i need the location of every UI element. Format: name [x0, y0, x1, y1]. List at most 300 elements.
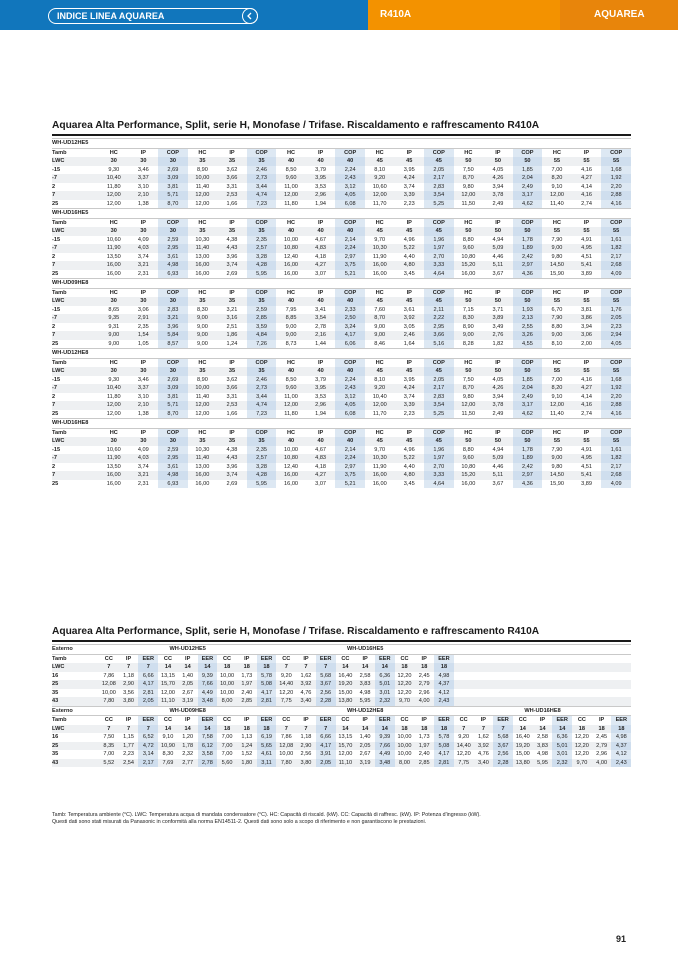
table-row — [52, 261, 631, 270]
value-cell: 4,40 — [403, 463, 415, 470]
header-cell: CC — [336, 716, 356, 725]
value-cell: 4,43 — [217, 454, 247, 463]
tamb-cell: 7 — [52, 401, 99, 410]
value-cell: 2,14 — [335, 446, 365, 455]
value-cell: 5,84 — [158, 331, 188, 340]
value-cell: 2,28 — [493, 759, 513, 768]
value-cell: 16,00 — [461, 270, 476, 277]
value-cell: 16,00 — [365, 261, 395, 270]
value-cell: 4,14 — [581, 183, 592, 190]
value-cell: 4,00 — [592, 759, 612, 768]
value-cell: 3,67 — [492, 480, 504, 487]
tamb-cell: 43 — [52, 759, 99, 768]
value-cell: 1,82 — [492, 340, 504, 347]
lwc-cell: 55 — [601, 297, 631, 306]
value-cell: 7,75 — [276, 697, 296, 706]
value-cell: 7,66 — [198, 680, 218, 689]
lwc-cell: 30 — [129, 437, 159, 446]
tamb-cell: 7 — [52, 471, 99, 480]
value-cell: 4,38 — [226, 446, 238, 453]
value-cell: 4,98 — [537, 751, 548, 757]
value-cell: 2,81 — [138, 689, 158, 698]
value-cell: 4,27 — [306, 261, 336, 270]
value-cell: 2,10 — [129, 401, 159, 410]
lwc-cell: 45 — [365, 297, 395, 306]
value-cell: 9,70 — [395, 697, 415, 706]
value-cell: 5,41 — [572, 471, 602, 480]
value-cell: 7,23 — [247, 200, 277, 209]
value-cell: 1,18 — [123, 672, 134, 679]
value-cell: 9,80 — [462, 393, 474, 400]
value-cell: 1,96 — [424, 446, 454, 455]
value-cell: 4,16 — [601, 200, 631, 209]
lwc-cell: 45 — [424, 297, 454, 306]
value-cell: 16,00 — [372, 270, 387, 277]
value-cell: 5,08 — [434, 742, 454, 751]
value-cell: 4,16 — [572, 401, 602, 410]
lwc-cell: 30 — [129, 157, 159, 166]
value-cell: 1,97 — [424, 454, 454, 463]
value-cell: 3,10 — [137, 393, 149, 400]
value-cell: 9,00 — [365, 331, 395, 340]
header-cell: IP — [306, 218, 336, 227]
value-cell: 8,50 — [285, 376, 297, 383]
value-cell: 3,53 — [315, 393, 327, 400]
value-cell: 6,93 — [158, 480, 188, 489]
header-cell: Tamb — [52, 358, 99, 367]
value-cell: 6,52 — [138, 733, 158, 742]
header-cell: IP — [483, 428, 513, 437]
value-cell: 19,20 — [336, 680, 356, 689]
header-cell: COP — [335, 148, 365, 157]
value-cell: 2,49 — [492, 410, 504, 417]
lwc-row — [52, 227, 631, 236]
value-cell: 2,90 — [296, 742, 316, 751]
header-cell: EER — [316, 654, 336, 663]
value-cell: 12,00 — [195, 410, 210, 417]
tamb-cell: -7 — [52, 244, 99, 253]
value-cell: 8,28 — [462, 340, 474, 347]
value-cell: 12,20 — [397, 689, 412, 696]
value-cell: 2,50 — [335, 314, 365, 323]
value-cell: 3,16 — [217, 314, 247, 323]
lwc-cell: 50 — [454, 157, 484, 166]
lwc-cell: 7 — [276, 725, 296, 734]
value-cell: 2,43 — [335, 384, 365, 393]
value-cell: 10,40 — [372, 393, 387, 400]
value-cell: 12,00 — [365, 191, 395, 200]
lwc-cell: 7 — [316, 663, 336, 672]
value-cell: 2,00 — [581, 340, 592, 347]
header-cell: CC — [336, 654, 356, 663]
model-row — [52, 279, 631, 289]
value-cell: 9,30 — [108, 376, 120, 383]
value-cell: 3,67 — [492, 270, 504, 277]
value-cell: 5,09 — [483, 244, 513, 253]
value-cell: 4,49 — [375, 750, 395, 759]
header-cell: IP — [217, 428, 247, 437]
table-row — [52, 174, 631, 183]
value-cell: 16,00 — [195, 480, 210, 487]
lwc-cell: 40 — [276, 157, 306, 166]
value-cell: 13,50 — [106, 253, 121, 260]
lwc-cell: 14 — [336, 725, 356, 734]
value-cell: 10,90 — [158, 742, 178, 751]
value-cell: 1,52 — [241, 751, 253, 757]
value-cell: 4,51 — [581, 253, 592, 260]
header-cell: HC — [99, 288, 129, 297]
value-cell: 3,96 — [226, 463, 238, 470]
header-cell: COP — [513, 148, 543, 157]
header-cell: IP — [237, 716, 257, 725]
value-cell: 7,95 — [285, 306, 297, 313]
value-cell: 4,27 — [306, 471, 336, 480]
lwc-cell: 35 — [217, 437, 247, 446]
value-cell: 3,17 — [513, 401, 543, 410]
header-cell: EER — [552, 716, 572, 725]
header-cell: COP — [158, 218, 188, 227]
value-cell: 3,66 — [217, 384, 247, 393]
value-cell: 2,32 — [182, 751, 194, 757]
value-cell: 1,68 — [601, 166, 631, 175]
value-cell: 10,00 — [220, 672, 235, 679]
value-cell: 3,96 — [226, 253, 238, 260]
header-cell: IP — [572, 358, 602, 367]
lwc-cell: LWC — [52, 663, 99, 672]
value-cell: 7,00 — [551, 166, 563, 173]
value-cell: 3,21 — [226, 306, 238, 313]
lwc-cell: 18 — [257, 663, 277, 672]
value-cell: 9,00 — [108, 340, 120, 347]
header-cell: HC — [542, 428, 572, 437]
header-row — [52, 218, 631, 227]
value-cell: 5,25 — [424, 200, 454, 209]
lwc-cell: 14 — [355, 663, 375, 672]
value-cell: 6,66 — [138, 672, 158, 681]
header-cell: HC — [276, 218, 306, 227]
value-cell: 16,00 — [195, 270, 210, 277]
lwc-cell: 40 — [335, 437, 365, 446]
value-cell: 3,79 — [315, 166, 327, 173]
value-cell: 2,58 — [359, 672, 371, 679]
value-cell: 4,62 — [513, 200, 543, 209]
value-cell: 1,89 — [513, 244, 543, 253]
header-cell: IP — [483, 358, 513, 367]
value-cell: 3,74 — [217, 471, 247, 480]
value-cell: 4,09 — [137, 446, 149, 453]
model-name: WH-UD16HE5 — [52, 209, 631, 219]
value-cell: 9,70 — [374, 446, 386, 453]
tamb-cell: -15 — [52, 376, 61, 383]
lwc-cell: 30 — [158, 367, 188, 376]
header-cell: COP — [513, 358, 543, 367]
value-cell: 12,00 — [106, 200, 121, 207]
value-cell: 11,00 — [284, 393, 298, 400]
lwc-cell: 35 — [217, 297, 247, 306]
value-cell: 3,37 — [129, 174, 159, 183]
value-cell: 1,40 — [182, 672, 194, 679]
value-cell: 9,00 — [542, 454, 572, 463]
value-cell: 16,00 — [461, 480, 476, 487]
value-cell: 8,00 — [395, 759, 415, 768]
value-cell: 7,69 — [158, 759, 178, 768]
value-cell: 2,04 — [513, 174, 543, 183]
table-row — [52, 742, 631, 751]
header-cell: HC — [99, 218, 129, 227]
value-cell: 5,95 — [355, 697, 375, 706]
header-cell: COP — [247, 358, 277, 367]
chevron-left-icon — [242, 8, 258, 24]
value-cell: 2,77 — [178, 759, 198, 768]
lwc-cell: 45 — [394, 297, 424, 306]
value-cell: 6,19 — [257, 733, 277, 742]
value-cell: 1,77 — [119, 742, 139, 751]
value-cell: 4,91 — [581, 236, 592, 243]
lwc-cell: 35 — [247, 157, 277, 166]
value-cell: 12,00 — [454, 191, 484, 200]
value-cell: 4,12 — [434, 689, 454, 698]
lwc-cell: 45 — [394, 157, 424, 166]
value-cell: 11,90 — [99, 454, 129, 463]
value-cell: 1,24 — [237, 742, 257, 751]
lwc-cell: 45 — [394, 227, 424, 236]
value-cell: 10,30 — [365, 454, 395, 463]
value-cell: 7,66 — [375, 742, 395, 751]
lwc-row — [52, 297, 631, 306]
header-cell: HC — [99, 148, 129, 157]
value-cell: 15,20 — [454, 261, 484, 270]
value-cell: 12,00 — [454, 401, 484, 410]
tamb-cell: -7 — [52, 174, 99, 183]
table-row — [52, 331, 631, 340]
value-cell: 5,71 — [158, 401, 188, 410]
value-cell: 13,80 — [336, 697, 356, 706]
header-cell: IP — [474, 716, 494, 725]
value-cell: 1,66 — [226, 200, 238, 207]
header-cell: IP — [129, 358, 159, 367]
value-cell: 14,50 — [542, 471, 572, 480]
value-cell: 4,98 — [434, 672, 454, 681]
value-cell: 2,17 — [601, 463, 631, 472]
value-cell: 1,92 — [601, 384, 631, 393]
value-cell: 11,80 — [106, 183, 121, 190]
value-cell: 2,78 — [315, 323, 327, 330]
value-cell: 3,28 — [247, 253, 277, 262]
lwc-cell: 30 — [129, 367, 159, 376]
value-cell: 4,16 — [601, 410, 631, 419]
value-cell: 4,05 — [492, 166, 504, 173]
value-cell: 4,95 — [572, 454, 602, 463]
lwc-cell: 55 — [572, 437, 602, 446]
lwc-cell: 18 — [395, 725, 415, 734]
lwc-cell: 50 — [454, 227, 484, 236]
value-cell: 4,96 — [403, 236, 415, 243]
lwc-cell: 14 — [355, 725, 375, 734]
value-cell: 12,40 — [284, 463, 299, 470]
header-cell: IP — [355, 654, 375, 663]
value-cell: 4,28 — [247, 471, 277, 480]
header-cell: COP — [424, 218, 454, 227]
value-cell: 4,18 — [315, 253, 327, 260]
value-cell: 2,20 — [601, 183, 631, 192]
value-cell: 3,21 — [129, 471, 159, 480]
value-cell: 12,20 — [574, 734, 589, 740]
value-cell: 5,60 — [217, 759, 237, 768]
value-cell: 2,43 — [434, 697, 454, 706]
value-cell: 11,40 — [188, 244, 218, 253]
lwc-cell: 50 — [483, 367, 513, 376]
value-cell: 2,13 — [513, 314, 543, 323]
header-cell: CC — [158, 716, 178, 725]
value-cell: 8,30 — [196, 306, 208, 313]
value-cell: 9,20 — [365, 174, 395, 183]
value-cell: 2,69 — [226, 480, 238, 487]
value-cell: 15,70 — [336, 742, 356, 751]
model-name: WH-UD12HE5 — [52, 139, 631, 149]
value-cell: 8,80 — [551, 323, 563, 330]
header-row — [52, 288, 631, 297]
value-cell: 1,13 — [241, 734, 253, 740]
value-cell: 4,16 — [581, 166, 592, 173]
value-cell: 8,70 — [454, 384, 484, 393]
value-cell: 2,17 — [424, 174, 454, 183]
header-cell: COP — [601, 288, 631, 297]
value-cell: 5,25 — [424, 410, 454, 419]
value-cell: 3,86 — [572, 314, 602, 323]
value-cell: 3,05 — [403, 323, 415, 330]
value-cell: 3,59 — [247, 323, 277, 332]
lwc-cell: 14 — [552, 725, 572, 734]
lwc-cell: 35 — [247, 227, 277, 236]
value-cell: 10,30 — [195, 236, 210, 243]
lwc-cell: 30 — [99, 157, 129, 166]
value-cell: 3,24 — [335, 323, 365, 332]
lwc-cell: LWC — [52, 367, 99, 376]
value-cell: 10,00 — [188, 384, 218, 393]
tamb-cell: 16 — [52, 734, 59, 740]
tamb-cell: -7 — [52, 314, 99, 323]
lwc-cell: 18 — [257, 725, 277, 734]
value-cell: 6,08 — [335, 200, 365, 209]
value-cell: 3,74 — [217, 261, 247, 270]
index-link-button[interactable] — [48, 8, 258, 24]
lwc-cell: 40 — [335, 227, 365, 236]
tamb-cell: 25 — [52, 410, 59, 417]
table-row — [52, 270, 631, 279]
tamb-cell: 25 — [52, 742, 99, 751]
lwc-cell: 18 — [395, 663, 415, 672]
value-cell: 7,60 — [374, 306, 386, 313]
header-cell: HC — [188, 428, 218, 437]
value-cell: 4,27 — [572, 384, 602, 393]
lwc-cell: 35 — [188, 437, 218, 446]
header-row — [52, 428, 631, 437]
value-cell: 8,73 — [285, 340, 297, 347]
value-cell: 3,44 — [247, 183, 277, 192]
value-cell: 12,00 — [276, 401, 306, 410]
value-cell: 1,15 — [123, 734, 134, 740]
lwc-row — [52, 367, 631, 376]
value-cell: 12,00 — [542, 401, 572, 410]
value-cell: 4,09 — [137, 236, 149, 243]
value-cell: 1,68 — [601, 376, 631, 385]
lwc-cell: 55 — [542, 297, 572, 306]
value-cell: 2,59 — [158, 236, 188, 245]
header-cell: HC — [365, 428, 395, 437]
value-cell: 1,24 — [226, 340, 238, 347]
value-cell: 5,78 — [434, 733, 454, 742]
value-cell: 1,97 — [414, 742, 434, 751]
value-cell: 3,92 — [394, 314, 424, 323]
value-cell: 2,16 — [306, 331, 336, 340]
value-cell: 14,40 — [454, 742, 474, 751]
lwc-cell: 30 — [99, 297, 129, 306]
value-cell: 9,39 — [198, 672, 218, 681]
value-cell: 3,94 — [581, 323, 592, 330]
value-cell: 9,00 — [99, 331, 129, 340]
value-cell: 3,94 — [492, 393, 504, 400]
header-cell: EER — [375, 716, 395, 725]
table-row — [52, 306, 631, 315]
value-cell: 2,90 — [119, 680, 139, 689]
header-cell: HC — [365, 148, 395, 157]
tamb-cell: 25 — [52, 200, 59, 207]
value-cell: 4,61 — [257, 750, 277, 759]
header-row — [52, 716, 631, 725]
header-cell: IP — [572, 148, 602, 157]
value-cell: 2,17 — [138, 759, 158, 768]
header-cell: COP — [513, 428, 543, 437]
header-cell: IP — [355, 716, 375, 725]
value-cell: 4,16 — [572, 191, 602, 200]
model-name: WH-UD16HE5 — [276, 645, 453, 655]
header-cell: IP — [394, 218, 424, 227]
lwc-cell: 40 — [335, 367, 365, 376]
lwc-cell: 50 — [483, 157, 513, 166]
value-cell: 1,73 — [418, 734, 430, 740]
value-cell: 4,84 — [247, 331, 277, 340]
value-cell: 10,40 — [99, 174, 129, 183]
value-cell: 2,28 — [316, 697, 336, 706]
tamb-cell: 16 — [52, 672, 59, 679]
value-cell: 2,96 — [306, 191, 336, 200]
value-cell: 11,40 — [195, 393, 210, 400]
lwc-cell: 18 — [237, 725, 257, 734]
value-cell: 9,10 — [551, 393, 563, 400]
value-cell: 11,90 — [372, 463, 387, 470]
tamb-cell: 25 — [52, 480, 59, 487]
value-cell: 5,09 — [483, 454, 513, 463]
value-cell: 3,49 — [492, 323, 504, 330]
value-cell: 4,00 — [414, 697, 434, 706]
value-cell: 2,53 — [217, 191, 247, 200]
table-row — [52, 200, 631, 209]
value-cell: 2,23 — [601, 323, 631, 332]
value-cell: 2,95 — [158, 454, 188, 463]
header-cell: HC — [188, 148, 218, 157]
header-cell: IP — [394, 288, 424, 297]
header-cell: HC — [276, 428, 306, 437]
header-cell: EER — [138, 716, 158, 725]
value-cell: 2,04 — [513, 384, 543, 393]
table-row — [52, 759, 631, 768]
lwc-cell: 14 — [198, 725, 218, 734]
value-cell: 8,20 — [542, 384, 572, 393]
value-cell: 2,97 — [513, 471, 543, 480]
value-cell: 8,65 — [108, 306, 120, 313]
value-cell: 4,76 — [477, 751, 489, 757]
lwc-cell: 45 — [365, 437, 395, 446]
